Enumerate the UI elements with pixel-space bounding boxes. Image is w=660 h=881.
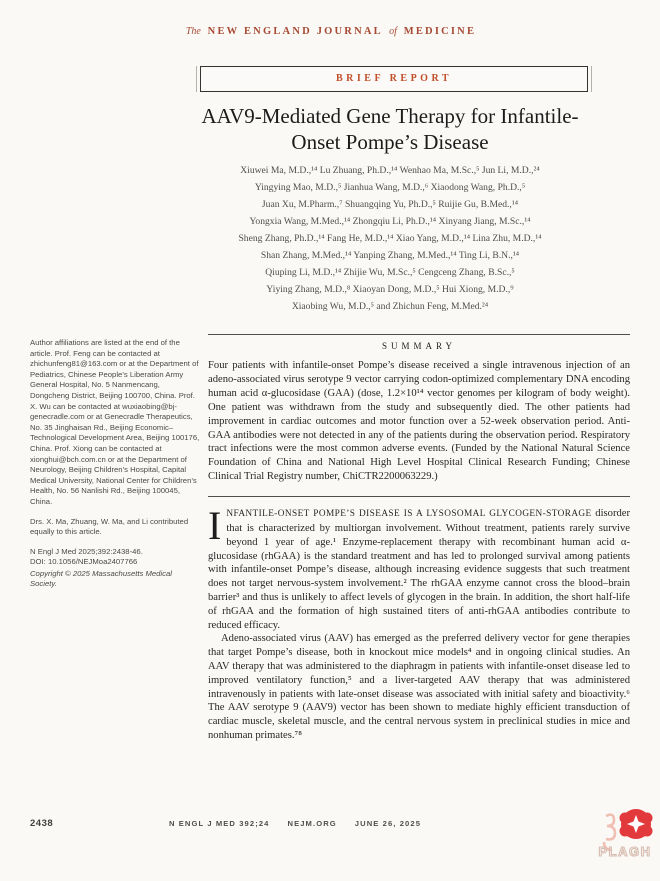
author-line: Yingying Mao, M.D.,⁵ Jianhua Wang, M.D.,⁶ Xiaodong Wang, Ph.D.,⁵ [254,182,526,193]
article-title-line2: Onset Pompe’s Disease [291,130,489,154]
main-text-column [208,334,630,743]
summary-heading: SUMMARY [381,341,456,351]
plagh-stamp-text: PLAGH [598,844,652,859]
doi-line: DOI: 10.1056/NEJMoa2407766 [30,557,138,567]
contributions-note: Drs. X. Ma, Zhuang, W. Ma, and Li contributed equally to this article. [30,516,189,537]
plagh-stamp-icon [592,804,658,876]
author-line: Xiaobing Wu, M.D.,⁵ and Zhichun Feng, M.Med.²⁴ [291,301,489,312]
body-paragraph-2: Adeno-associated virus (AAV) has emerged as the preferred delivery vector for gene therapies that target Pompe’s disease, both in knockout mice models⁴ and in ongoing clinical studies. An AAV therapy that was administered to the diaphragm in patients with infantile-onset disease led to improved ventilatory function,⁵ and a liver-targeted AAV therapy that was administered intravenously in patients with late-onset disease was associated with initial safety and bioactivity.⁶ The AAV serotype 9 (AAV9) vector has been shown to mediate highly efficient transduction of cardiac muscle, skeletal muscle, and the central nervous system in preclinical studies in mice and nonhuman primates.⁷⁸ [208,633,630,741]
author-line: Qiuping Li, M.D.,¹⁴ Zhijie Wu, M.Sc.,⁵ Cengceng Zhang, B.Sc.,⁵ [265,267,515,278]
author-line: Yiying Zhang, M.D.,⁸ Xiaoyan Dong, M.D.,⁵ Hui Xiong, M.D.,⁹ [266,284,514,295]
body-paragraph-1-text: disorder that is characterized by multiorgan involvement. Without treatment, patients rarely survive beyond 1 year of age.¹ Enzyme-replacement therapy with recombinant human acid α-glucosidase (rhGAA) is the standard treatment and has led to prolonged survival among patients with infantile-onset Pompe’s disease, although increasing evidence suggests that such treatment does not target nervous-system involvement.² The rhGAA enzyme cannot cross the blood–brain barrier³ and thus is unlikely to affect levels of glycogen in the brain. In addition, the short half-life of rhGAA and the formation of high sustained titers of anti-rhGAA antibodies contribute to reduced efficacy. [208,508,630,631]
copyright-line: Copyright © 2025 Massachusetts Medical Society. [30,568,172,589]
lead-small-caps: NFANTILE-ONSET POMPE’S DISEASE IS A LYSOSOMAL GLYCOGEN-STORAGE [226,509,592,520]
brief-report-banner [196,66,592,92]
summary-paragraph: Four patients with infantile-onset Pompe’s disease received a single intravenous injection of an adeno-associated virus serotype 9 vector carrying codon-optimized complementary DNA encoding human acid α-glucosidase (GAA) (dose, 1.2×10¹⁴ vector genomes per kilogram of body weight). One patient was withdrawn from the study and subsequently died. The other patients had improvement in cardiac outcomes and motor function over a 52-week observation period. Anti-GAA antibodies were not detected in any of the patients during the observation period. Respiratory tract infections were the most common adverse events. (Funded by the National Natural Science Foundation of China and National High Level Hospital Clinical Research Funding; Chinese Clinical Trial Registry number, ChiCTR2200063229.) [208,360,630,483]
article-title-line1: AAV9-Mediated Gene Therapy for Infantile- [201,104,579,128]
author-line: Xiuwei Ma, M.D.,¹⁴ Lu Zhuang, Ph.D.,¹⁴ Wenhao Ma, M.Sc.,⁵ Jun Li, M.D.,²⁴ [240,165,540,176]
running-head-journal: N ENGL J MED 392;24 [168,819,270,828]
masthead-name-part1: NEW ENGLAND JOURNAL [207,26,383,37]
masthead-the: The [185,26,201,37]
author-line: Yongxia Wang, M.Med.,¹⁴ Zhongqiu Li, Ph.D.,¹⁴ Xinyang Jiang, M.Sc.,¹⁴ [249,216,531,227]
citation-line: N Engl J Med 2025;392:2438-46. [30,546,143,556]
author-line: Shan Zhang, M.Med.,¹⁴ Yanping Zhang, M.Med.,¹⁴ Ting Li, B.N.,¹⁴ [260,250,520,261]
brief-report-label: BRIEF REPORT [200,66,588,92]
body-paragraph-1 [208,503,630,632]
page-number: 2438 [30,818,54,829]
dropcap-letter: I [208,503,222,549]
affiliations-text: Author affiliations are listed at the end of the article. Prof. Feng can be contacted at zhichunfeng81@163.com or at the Department of Pediatrics, Chinese People’s Liberation Army General Hospital, No. 5 Nanmencang, Dongcheng District, Beijing 100700, China. Prof. X. Wu can be contacted at wuxiaobing@bj-genecradle.com or at Genecradle Therapeutics, No. 35 Jinghaisan Rd., Beijing Economic–Technological Development Area, Beijing 100176, China. Prof. Xiong can be contacted at xionghui@bch.com.cn or at the Department of Neurology, Beijing Children’s Hospital, Capital Medical University, National Center for Children’s Health, No. 56 Nanlishi Rd., Beijing 100045, China. [30,338,200,506]
summary-top-rule [208,334,630,335]
masthead-of: of [389,26,397,37]
running-head [120,819,470,828]
author-list [80,162,660,315]
article-columns [30,334,630,743]
summary-bottom-rule [208,496,630,497]
plagh-stamp [592,804,658,876]
article-title [130,103,650,155]
running-head-site: NEJM.ORG [287,819,337,828]
affiliations-sidebar [30,334,200,743]
journal-masthead [30,26,630,37]
author-line: Sheng Zhang, Ph.D.,¹⁴ Fang He, M.D.,¹⁴ Xiao Yang, M.D.,¹⁴ Lina Zhu, M.D.,¹⁴ [238,233,542,244]
author-line: Juan Xu, M.Pharm.,⁷ Shuangqing Yu, Ph.D.,⁵ Ruijie Gu, B.Med.,¹⁴ [261,199,519,210]
running-head-date: JUNE 26, 2025 [354,819,422,828]
masthead-name-part2: MEDICINE [403,26,477,37]
